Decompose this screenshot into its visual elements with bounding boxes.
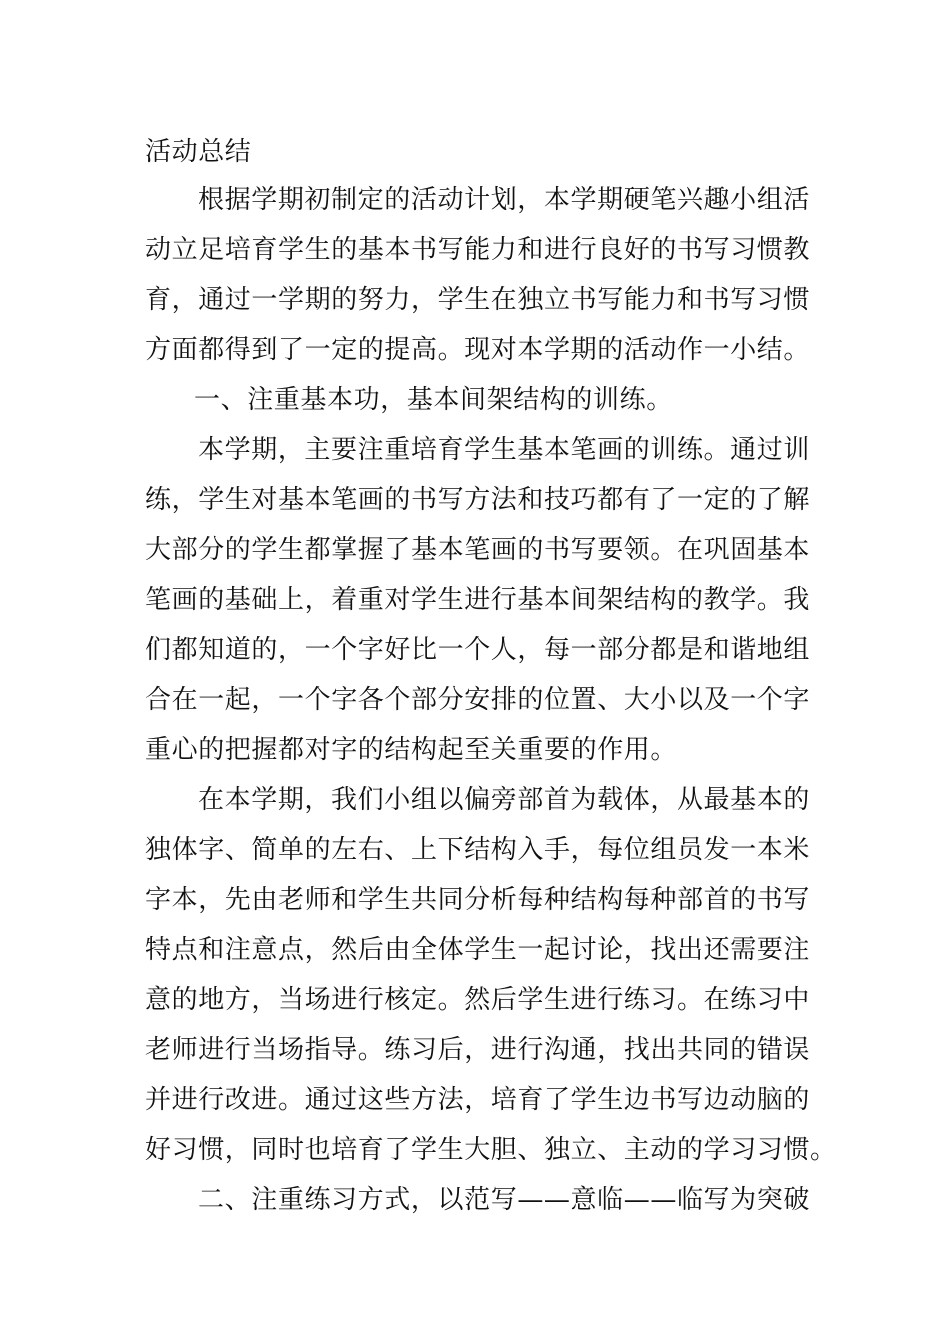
paragraph-line: 意的地方，当场进行核定。然后学生进行练习。在练习中 (145, 985, 811, 1015)
paragraph-line: 特点和注意点，然后由全体学生一起讨论，找出还需要注 (145, 935, 811, 965)
paragraph-line: 在本学期，我们小组以偏旁部首为载体，从最基本的 (198, 785, 810, 815)
paragraph-line: 练，学生对基本笔画的书写方法和技巧都有了一定的了解 (145, 485, 811, 515)
paragraph-line: 育，通过一学期的努力，学生在独立书写能力和书写习惯 (145, 285, 811, 315)
document-title: 活动总结 (145, 137, 252, 167)
paragraph-line: 字本，先由老师和学生共同分析每种结构每种部首的书写 (145, 885, 811, 915)
paragraph-line: 本学期，主要注重培育学生基本笔画的训练。通过训 (198, 435, 810, 465)
section-heading-1: 一、注重基本功，基本间架结构的训练。 (194, 385, 673, 415)
section-heading-2: 二、注重练习方式，以范写——意临——临写为突破 (198, 1185, 810, 1215)
paragraph-line: 合在一起，一个字各个部分安排的位置、大小以及一个字 (145, 685, 811, 715)
paragraph-line: 老师进行当场指导。练习后，进行沟通，找出共同的错误 (145, 1035, 811, 1065)
paragraph-line: 们都知道的，一个字好比一个人，每一部分都是和谐地组 (145, 635, 811, 665)
paragraph-line: 好习惯，同时也培育了学生大胆、独立、主动的学习习惯。 (145, 1135, 837, 1165)
paragraph-line: 根据学期初制定的活动计划，本学期硬笔兴趣小组活 (198, 185, 810, 215)
paragraph-line: 大部分的学生都掌握了基本笔画的书写要领。在巩固基本 (145, 535, 811, 565)
paragraph-line: 并进行改进。通过这些方法，培育了学生边书写边动脑的 (145, 1085, 811, 1115)
paragraph-line: 笔画的基础上，着重对学生进行基本间架结构的教学。我 (145, 585, 811, 615)
paragraph-line: 重心的把握都对字的结构起至关重要的作用。 (145, 735, 678, 765)
paragraph-line: 方面都得到了一定的提高。现对本学期的活动作一小结。 (145, 335, 811, 365)
paragraph-line: 独体字、简单的左右、上下结构入手，每位组员发一本米 (145, 835, 811, 865)
paragraph-line: 动立足培育学生的基本书写能力和进行良好的书写习惯教 (145, 235, 811, 265)
